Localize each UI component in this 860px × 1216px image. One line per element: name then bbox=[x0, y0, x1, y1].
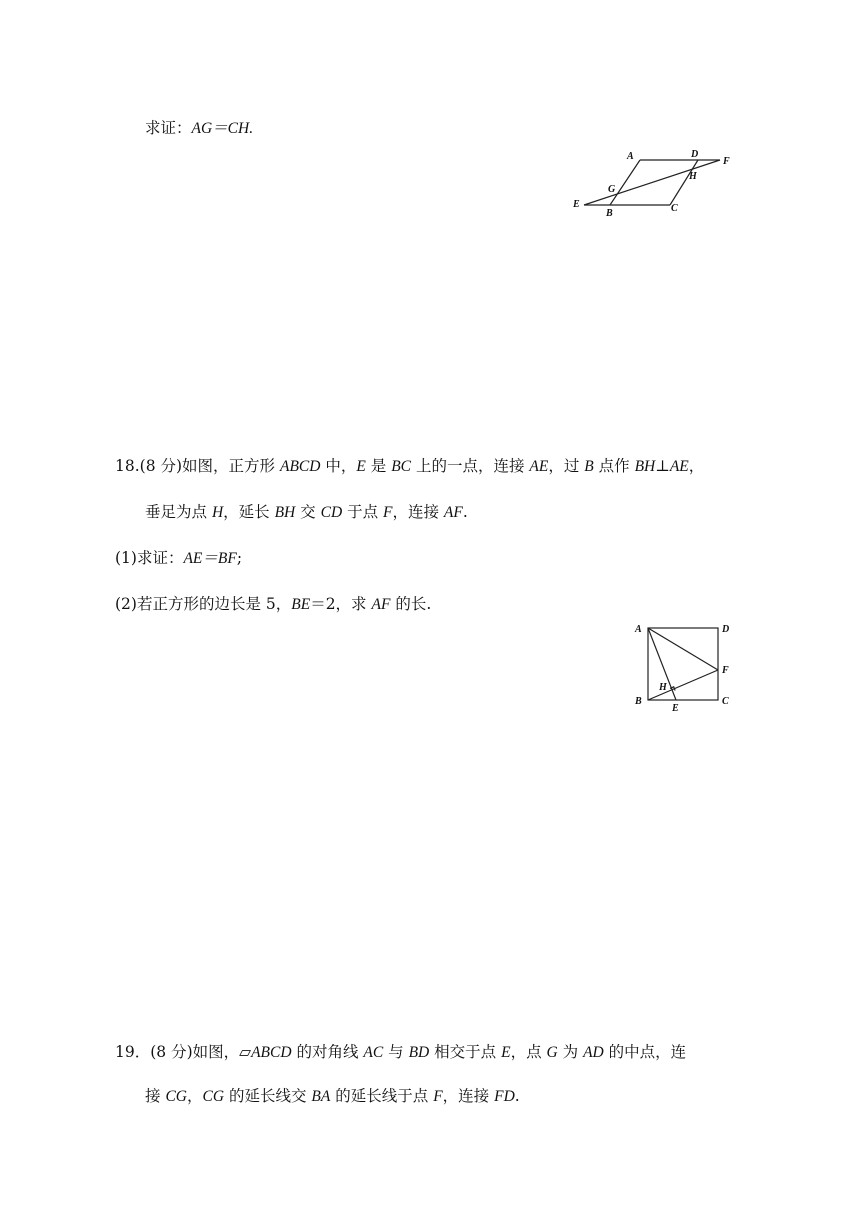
q18-seg-cd: CD bbox=[320, 504, 343, 521]
q18-part2 bbox=[115, 594, 431, 615]
q18-seg-bh: BH bbox=[274, 504, 296, 521]
q18-text: 如图，正方形 bbox=[182, 457, 280, 475]
q19-point-e: E bbox=[501, 1044, 511, 1061]
q18-part1-label: (1)求证： bbox=[115, 549, 184, 567]
q19-text: 的延长线于点 bbox=[330, 1087, 434, 1105]
label-E: E bbox=[573, 199, 580, 210]
q18-seg-af: AF bbox=[443, 504, 463, 521]
q18-text: 上的一点，连接 bbox=[411, 457, 530, 475]
label-G: G bbox=[608, 184, 616, 195]
q19-seg-bd: BD bbox=[408, 1044, 430, 1061]
q18-point-e: E bbox=[356, 458, 366, 475]
q19-number: 19． bbox=[115, 1043, 151, 1061]
seg-AF bbox=[648, 628, 718, 670]
q18-text: ＝2，求 bbox=[310, 595, 372, 613]
seg-CD bbox=[670, 160, 698, 205]
q18-text: 于点 bbox=[342, 503, 384, 521]
label-H: H bbox=[659, 682, 667, 693]
q18-text: 交 bbox=[295, 503, 321, 521]
prove-label: 求证： bbox=[145, 119, 192, 137]
label-F: F bbox=[723, 156, 730, 167]
q18-text: 是 bbox=[365, 457, 392, 475]
q18-seg-bc: BC bbox=[391, 458, 412, 475]
label-C: C bbox=[671, 203, 678, 214]
q19-point-f: F bbox=[433, 1088, 443, 1105]
q19-text: 如图， bbox=[192, 1043, 240, 1061]
q19-text: 接 bbox=[145, 1087, 166, 1105]
q18-text: 的长. bbox=[390, 595, 432, 613]
q18-text: (2)若正方形的边长是 5， bbox=[115, 595, 292, 613]
q18-text: ; bbox=[236, 549, 243, 567]
q18-point-f: F bbox=[383, 504, 393, 521]
prove-statement bbox=[145, 118, 253, 139]
q18-point-h: H bbox=[211, 504, 224, 521]
q18-seg-af: AF bbox=[371, 596, 391, 613]
q18-text: ，过 bbox=[548, 457, 585, 475]
q19-text: 的中点，连 bbox=[603, 1043, 687, 1061]
q18-perp: BH⊥AE bbox=[634, 458, 689, 475]
q18-text: 垂足为点 bbox=[145, 503, 212, 521]
q18-text: 点作 bbox=[593, 457, 635, 475]
label-B: B bbox=[606, 208, 613, 219]
figure-square bbox=[630, 618, 740, 713]
q19-parallelogram-name: ABCD bbox=[251, 1044, 292, 1061]
q18-part1-expr: AE＝BF bbox=[183, 550, 237, 567]
q18-seg-ae: AE bbox=[529, 458, 549, 475]
q19-text: ，点 bbox=[510, 1043, 547, 1061]
q19-text: 相交于点 bbox=[429, 1043, 502, 1061]
q18-text: ， bbox=[688, 457, 705, 475]
q19-seg-ac: AC bbox=[363, 1044, 384, 1061]
q18-point-b: B bbox=[584, 458, 594, 475]
q19-text: 的延长线交 bbox=[224, 1087, 312, 1105]
label-F: F bbox=[722, 665, 729, 676]
q18-number: 18. bbox=[115, 457, 140, 475]
seg-AB bbox=[610, 160, 640, 205]
q19-seg-fd: FD bbox=[494, 1088, 515, 1105]
q19-seg-cg: CG bbox=[202, 1088, 225, 1105]
label-E: E bbox=[672, 703, 679, 713]
q18-score: (8 分) bbox=[139, 457, 183, 475]
q19-text: ，连接 bbox=[442, 1087, 495, 1105]
q19-seg-cg: CG bbox=[165, 1088, 187, 1105]
prove-expression: AG＝CH. bbox=[191, 120, 254, 137]
figure-parallelogram bbox=[570, 145, 740, 225]
label-C: C bbox=[722, 696, 729, 707]
q18-text: . bbox=[462, 503, 468, 521]
label-H: H bbox=[689, 171, 697, 182]
q18-text: 中， bbox=[320, 457, 357, 475]
label-B: B bbox=[635, 696, 642, 707]
q18-part1 bbox=[115, 548, 242, 569]
q18-line1 bbox=[115, 456, 704, 477]
label-D: D bbox=[722, 624, 730, 635]
q19-text: . bbox=[514, 1087, 520, 1105]
q19-score: (8 分) bbox=[150, 1043, 193, 1061]
q19-line2 bbox=[145, 1086, 520, 1107]
label-D: D bbox=[691, 149, 699, 160]
q19-text: ， bbox=[186, 1087, 203, 1105]
q18-text: ，延长 bbox=[223, 503, 275, 521]
q19-text: 与 bbox=[383, 1043, 409, 1061]
q19-text: 为 bbox=[557, 1043, 584, 1061]
q18-square-name: ABCD bbox=[279, 458, 321, 475]
label-A: A bbox=[627, 151, 634, 162]
label-A: A bbox=[635, 624, 642, 635]
q19-seg-ad: AD bbox=[583, 1044, 604, 1061]
q19-text: 的对角线 bbox=[291, 1043, 364, 1061]
q19-line1 bbox=[115, 1042, 686, 1063]
parallelogram-symbol: ▱ bbox=[239, 1043, 252, 1061]
q19-seg-ba: BA bbox=[311, 1088, 331, 1105]
q18-text: ，连接 bbox=[392, 503, 444, 521]
q18-seg-be: BE bbox=[291, 596, 311, 613]
q19-point-g: G bbox=[546, 1044, 558, 1061]
seg-EF bbox=[584, 160, 720, 205]
q18-line2 bbox=[145, 502, 468, 523]
